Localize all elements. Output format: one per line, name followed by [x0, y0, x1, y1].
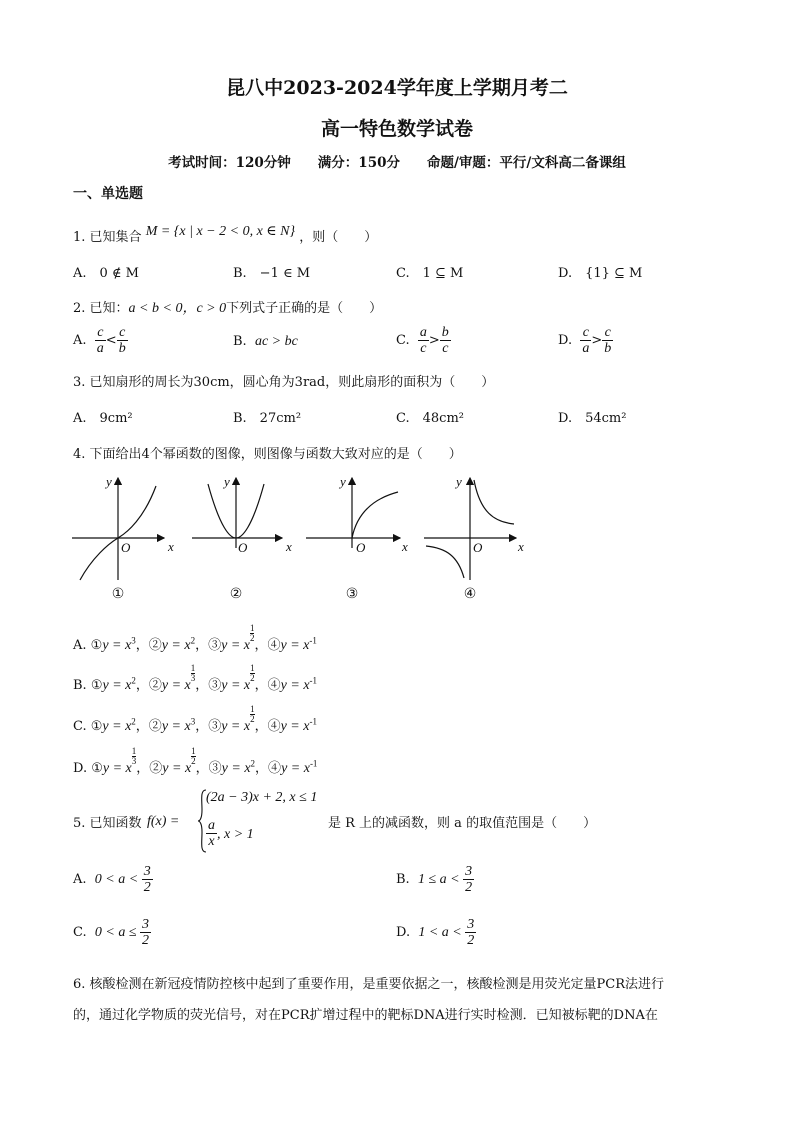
question-3-stem: 3. 已知扇形的周长为30cm，圆心角为3rad，则此扇形的面积为（ ） — [73, 375, 495, 390]
graph-2 — [192, 478, 282, 548]
q2-option-c[interactable]: C. $\frac{a}{c}$ > $\frac{b}{c}$ — [396, 325, 449, 356]
q5-case-2: $\frac{a}{x}$ , x > 1 — [208, 818, 254, 849]
section-heading: 一、单选题 — [73, 186, 143, 202]
q5-option-d-label: D. — [396, 925, 411, 940]
q2-option-b-expr: ac > bc — [254, 334, 298, 349]
q5-case-2-cond: , x > 1 — [217, 827, 254, 842]
exam-meta: 考试时间：120分钟 满分：150分 命题/审题：平行/文科高二备课组 — [168, 155, 626, 171]
q5-case-1: (2a − 3)x + 2, x ≤ 1 — [206, 790, 318, 805]
power-function-graphs — [70, 472, 540, 602]
q2-condition: a < b < 0，c > 0 — [128, 301, 227, 316]
q5-suffix: 是 R 上的减函数，则 a 的取值范围是（ ） — [328, 816, 597, 831]
q1-suffix: ，则（ ） — [299, 230, 378, 245]
q5-option-a[interactable]: A. 0 < a < $\frac{3}{2}$ — [73, 864, 151, 895]
q5-fx: f(x) = — [147, 814, 180, 829]
graph-4-label: ④ — [463, 586, 477, 602]
question-4-stem: 4. 下面给出4个幂函数的图像，则图像与函数大致对应的是（ ） — [73, 447, 462, 462]
q6-line-2: 的，通过化学物质的荧光信号，对在PCR扩增过程中的靶标DNA进行实时检测．已知被标靶的DNA在 — [73, 1008, 658, 1023]
graph-3-x-label: x — [402, 539, 408, 554]
graph-1-y-label: y — [106, 474, 112, 489]
q2-prefix: 2. 已知： — [73, 301, 129, 316]
q3-option-a[interactable]: A. 9cm² — [73, 411, 133, 426]
graph-1-label: ① — [111, 586, 125, 602]
q2-option-b[interactable] — [233, 334, 298, 350]
graph-3 — [306, 478, 400, 548]
graph-4-origin: O — [473, 540, 483, 555]
graph-1-origin: O — [121, 540, 131, 555]
q2-option-d[interactable]: D. $\frac{c}{a}$ > $\frac{c}{b}$ — [558, 325, 612, 356]
q2-option-c-label: C. — [396, 333, 410, 348]
q5-option-d[interactable]: D. 1 < a < $\frac{3}{2}$ — [396, 917, 475, 948]
q4-option-a-label: A. — [73, 638, 87, 653]
graph-3-origin: O — [356, 540, 366, 555]
q2-option-a[interactable]: A. $\frac{c}{a}$ < $\frac{c}{b}$ — [73, 325, 126, 356]
q3-option-d[interactable]: D. 54cm² — [558, 411, 627, 426]
graph-3-y-label: y — [340, 474, 346, 489]
q4-option-d-label: D. — [73, 761, 88, 776]
exam-title: 昆八中2023-2024学年度上学期月考二 — [226, 77, 568, 99]
graph-3-label: ③ — [345, 586, 359, 602]
q4-option-c[interactable]: C. ①y = $x^2$，②y = $x^3$，③y = x $\frac{1}{2}$ ，④y = $x^{-1}$ — [73, 704, 317, 734]
graph-2-label: ② — [229, 586, 243, 602]
question-2-stem — [73, 297, 382, 317]
q6-line-1: 6. 核酸检测在新冠疫情防控核中起到了重要作用，是重要依据之一，核酸检测是用荧光定量PCR法进行 — [73, 977, 665, 992]
q5-prefix: 5. 已知函数 — [73, 816, 142, 831]
q5-option-b[interactable]: B. 1 ≤ a < $\frac{3}{2}$ — [396, 864, 473, 895]
q4-option-a[interactable]: A. ①y = $x^3$，②y = $x^2$，③y = x $\frac{1}{2}$ ，④y = $x^{-1}$ — [73, 623, 317, 653]
q4-option-d[interactable]: D. ①y = x $\frac{1}{3}$ ，②y = x $\frac{1}{2}$ ，③y = $x^2$，④y = $x^{-1}$ — [73, 746, 318, 776]
q3-option-c[interactable]: C. 48cm² — [396, 411, 464, 426]
graph-2-x-label: x — [286, 539, 292, 554]
q2-option-a-label: A. — [73, 333, 87, 348]
q5-option-a-label: A. — [73, 872, 87, 887]
q2-suffix: 下列式子正确的是（ ） — [226, 301, 383, 316]
graph-1 — [72, 478, 164, 580]
q4-option-b-label: B. — [73, 678, 87, 693]
q4-option-c-label: C. — [73, 719, 87, 734]
q2-option-b-label: B. — [233, 334, 247, 349]
question-1-stem — [73, 226, 377, 246]
exam-subtitle: 高一特色数学试卷 — [320, 118, 473, 140]
q2-option-d-label: D. — [558, 333, 573, 348]
q4-option-b[interactable]: B. ①y = $x^2$，②y = x $\frac{1}{3}$ ，③y = x $\frac{1}{2}$ ，④y = $x^{-1}$ — [73, 663, 318, 693]
graph-1-x-label: x — [168, 539, 174, 554]
q5-option-c-label: C. — [73, 925, 87, 940]
q5-function-name — [147, 810, 179, 830]
q1-option-a[interactable]: A. 0 ∉ M — [73, 266, 139, 281]
q1-option-d[interactable]: D. {1} ⊆ M — [558, 266, 643, 281]
q1-option-b[interactable]: B. −1 ∈ M — [233, 266, 311, 281]
graph-2-y-label: y — [224, 474, 230, 489]
graph-2-origin: O — [238, 540, 248, 555]
q3-option-b[interactable]: B. 27cm² — [233, 411, 302, 426]
graph-4-x-label: x — [518, 539, 524, 554]
q5-option-c[interactable]: C. 0 < a ≤ $\frac{3}{2}$ — [73, 917, 150, 948]
q1-option-c[interactable]: C. 1 ⊆ M — [396, 266, 464, 281]
graph-4-y-label: y — [456, 474, 462, 489]
q1-prefix: 1. 已知集合 — [73, 230, 142, 245]
q5-option-b-label: B. — [396, 872, 410, 887]
q1-set-expr: M = {x | x − 2 < 0, x ∈ N} — [145, 224, 296, 239]
graph-4 — [424, 478, 516, 580]
